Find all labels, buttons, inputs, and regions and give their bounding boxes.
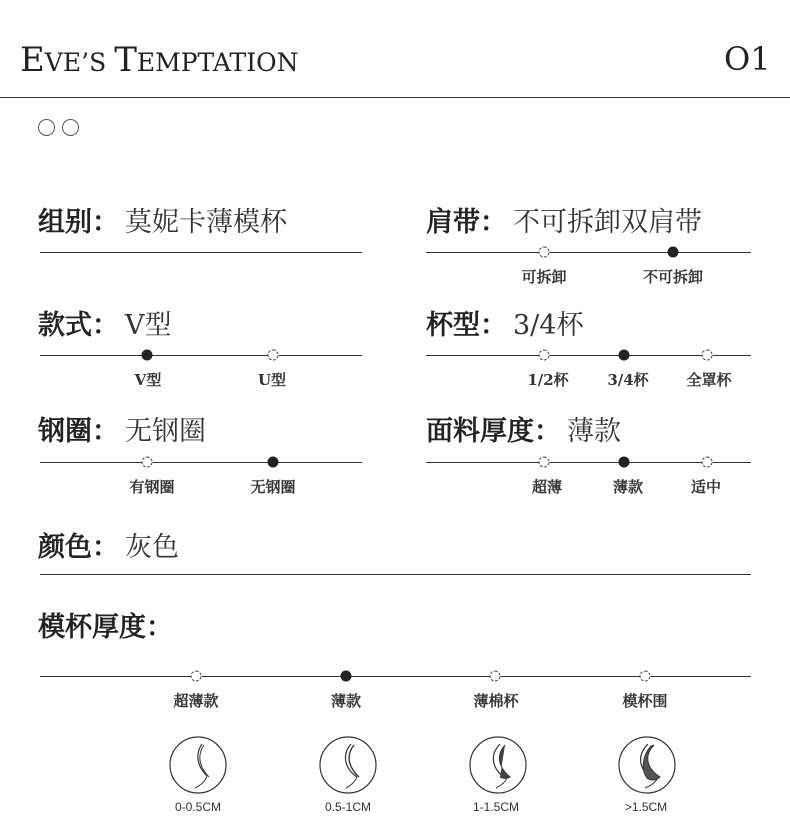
- cup-option-marker-selected: [619, 350, 630, 361]
- strap-scale-line: [426, 252, 751, 253]
- thickness-label: 模杯厚度: [38, 612, 146, 643]
- cup-option-label: 全罩杯: [686, 371, 732, 389]
- decorative-circle-icon: [38, 119, 55, 136]
- cup-option-marker: [702, 350, 713, 361]
- style-label: 款式: [38, 310, 92, 341]
- fabric-option-marker: [702, 457, 713, 468]
- wire-label: 钢圈: [38, 416, 92, 447]
- fabric-option-label: 适中: [690, 478, 722, 496]
- thickness-option-marker: [640, 671, 651, 682]
- thickness-option-label: 超薄款: [173, 692, 219, 710]
- thickness-option-marker: [490, 671, 501, 682]
- strap-option-label: 可拆卸: [521, 268, 567, 286]
- style-scale-line: [40, 355, 362, 356]
- fabric-option-label: 薄款: [612, 478, 644, 496]
- cup-option-label: 1/2杯: [527, 371, 569, 389]
- cup-profile-light-icon: [319, 736, 377, 794]
- color-field: 颜色： 灰色: [38, 532, 179, 563]
- cup-profile-thick-icon: [618, 736, 676, 794]
- decorative-circle-icon: [62, 119, 79, 136]
- thickness-option-label: 薄款: [330, 692, 362, 710]
- wire-option-marker: [142, 457, 153, 468]
- wire-option-label: 无钢圈: [250, 478, 296, 496]
- fabric-label: 面料厚度: [426, 416, 534, 447]
- style-field: 款式： V型: [38, 310, 172, 341]
- strap-label: 肩带: [426, 207, 480, 238]
- thickness-range-label: 0.5-1CM: [324, 800, 372, 814]
- style-value: V型: [125, 310, 172, 341]
- cup-field: 杯型： 3/4杯: [426, 310, 584, 341]
- thickness-field: 模杯厚度：: [38, 612, 173, 643]
- wire-value: 无钢圈: [125, 416, 206, 447]
- thickness-option-label: 薄棉杯: [473, 692, 519, 710]
- wire-field: 钢圈： 无钢圈: [38, 416, 206, 447]
- cup-option-marker: [539, 350, 550, 361]
- cup-value: 3/4杯: [513, 310, 584, 341]
- thickness-option-label: 模杯围: [622, 692, 668, 710]
- group-label: 组别: [38, 207, 92, 238]
- strap-field: 肩带： 不可拆卸双肩带: [426, 207, 702, 238]
- strap-option-marker: [539, 247, 550, 258]
- page-number: O1: [724, 40, 771, 78]
- fabric-option-marker-selected: [619, 457, 630, 468]
- header-divider: [0, 97, 790, 98]
- style-option-label: V型: [134, 371, 162, 389]
- thickness-option-marker: [191, 671, 202, 682]
- color-label: 颜色: [38, 532, 92, 563]
- wire-option-label: 有钢圈: [129, 478, 175, 496]
- fabric-option-label: 超薄: [531, 478, 563, 496]
- thickness-option-marker-selected: [341, 671, 352, 682]
- style-option-label: U型: [257, 371, 287, 389]
- thickness-range-label: 1-1.5CM: [472, 800, 520, 814]
- wire-scale-line: [40, 462, 362, 463]
- group-divider: [40, 252, 362, 253]
- cup-option-label: 3/4杯: [607, 371, 649, 389]
- cup-label: 杯型: [426, 310, 480, 341]
- group-value: 莫妮卡薄模杯: [125, 207, 287, 238]
- fabric-option-marker: [539, 457, 550, 468]
- brand-logo: EVE’S TEMPTATION: [20, 40, 299, 80]
- group-field: 组别： 莫妮卡薄模杯: [38, 207, 287, 238]
- style-option-marker-selected: [142, 350, 153, 361]
- thickness-range-label: 0-0.5CM: [174, 800, 222, 814]
- color-divider: [40, 574, 751, 575]
- cup-profile-thin-icon: [169, 736, 227, 794]
- thickness-range-label: >1.5CM: [624, 800, 668, 814]
- strap-option-label: 不可拆卸: [642, 268, 704, 286]
- style-option-marker: [268, 350, 279, 361]
- strap-option-marker-selected: [668, 247, 679, 258]
- cup-profile-padded-icon: [469, 736, 527, 794]
- strap-value: 不可拆卸双肩带: [513, 207, 702, 238]
- fabric-field: 面料厚度： 薄款: [426, 416, 621, 447]
- fabric-value: 薄款: [567, 416, 621, 447]
- wire-option-marker-selected: [268, 457, 279, 468]
- color-value: 灰色: [125, 532, 179, 563]
